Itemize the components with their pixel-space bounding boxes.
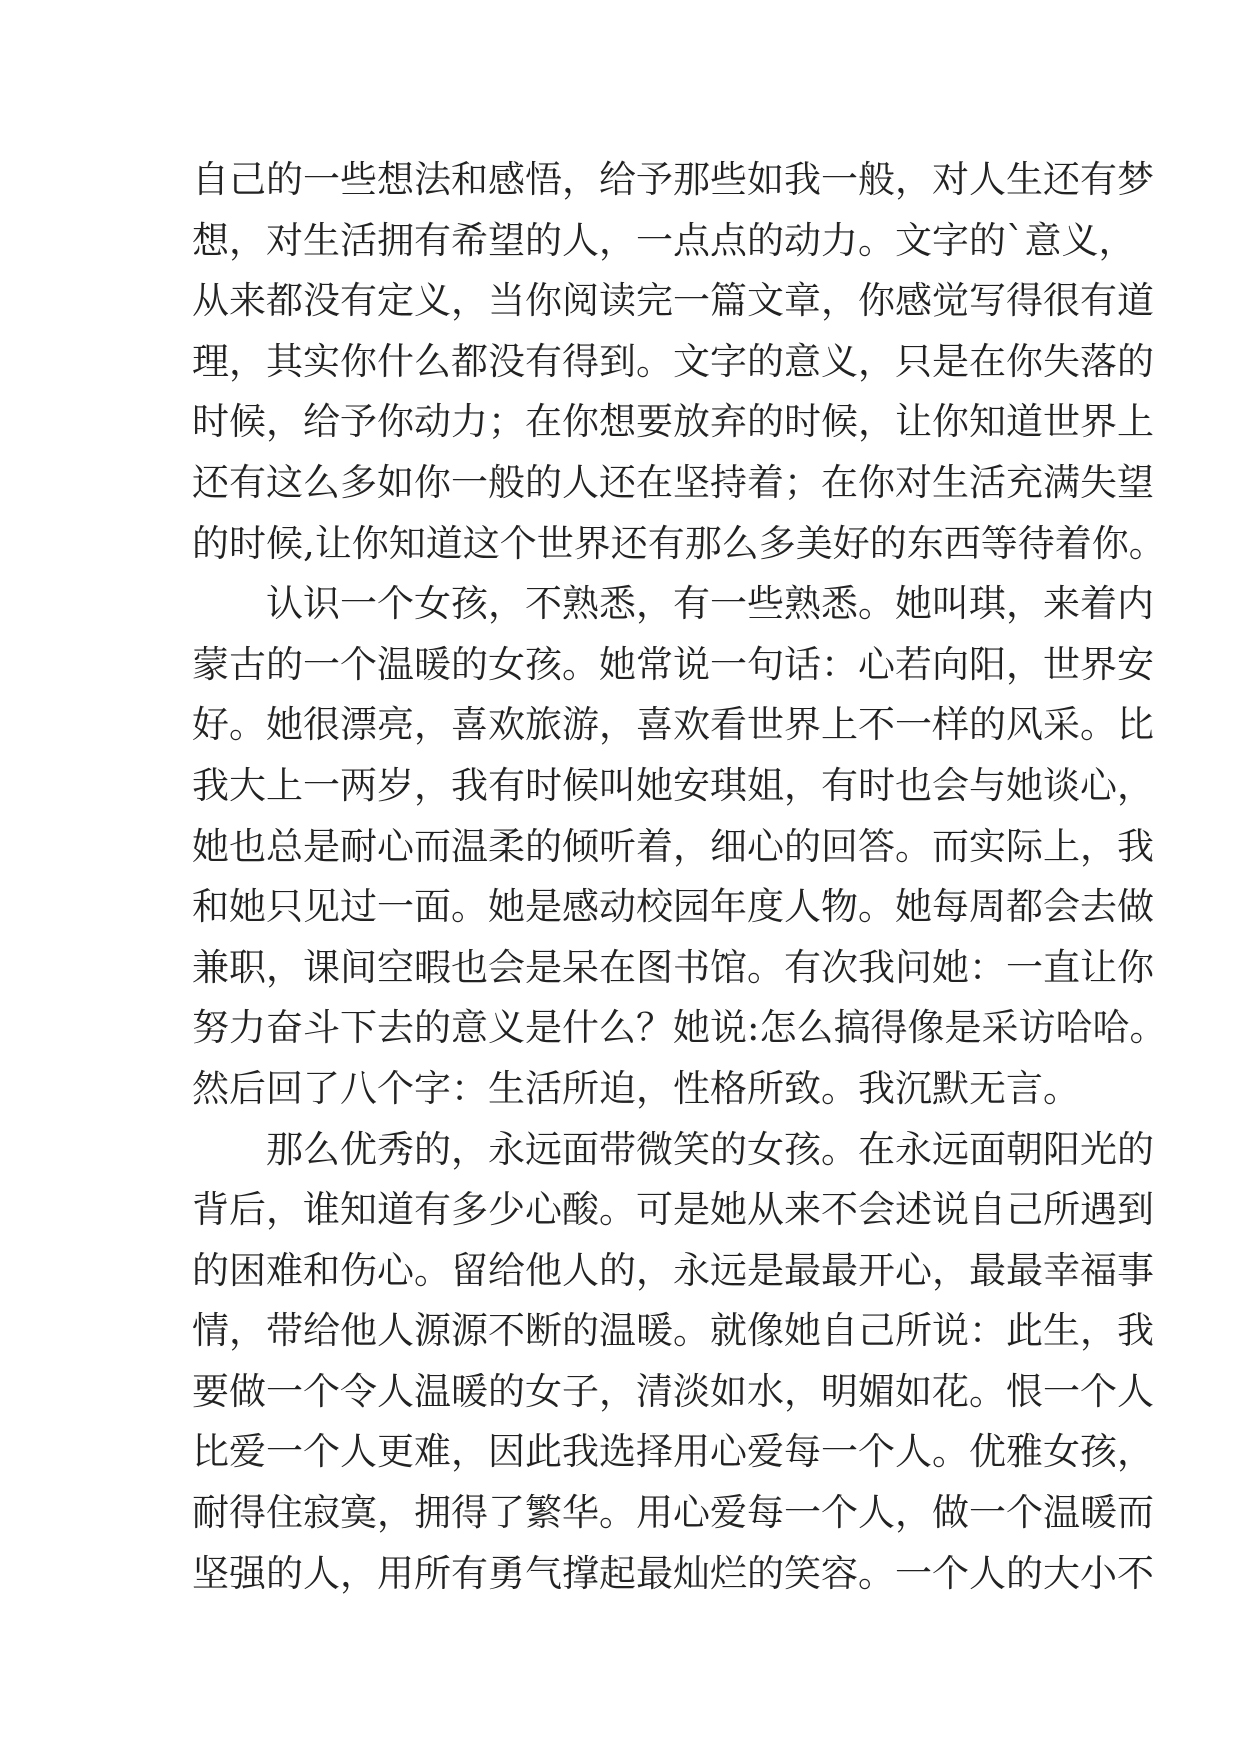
text-line: 情，带给他人源源不断的温暖。就像她自己所说：此生，我: [192, 1309, 1154, 1353]
body-text: [192, 150, 1167, 1604]
text-line: 她也总是耐心而温柔的倾听着，细心的回答。而实际上，我: [192, 824, 1154, 868]
text-line: 努力奋斗下去的意义是什么？她说:怎么搞得像是采访哈哈。: [192, 1006, 1167, 1050]
text-line: 蒙古的一个温暖的女孩。她常说一句话：心若向阳，世界安: [192, 642, 1154, 686]
text-line: 理，其实你什么都没有得到。文字的意义，只是在你失落的: [192, 339, 1154, 383]
text-line: 时候，给予你动力；在你想要放弃的时候，让你知道世界上: [192, 400, 1154, 444]
text-line: 坚强的人，用所有勇气撑起最灿烂的笑容。一个人的大小不: [192, 1551, 1154, 1595]
text-line: 耐得住寂寞，拥得了繁华。用心爱每一个人，做一个温暖而: [192, 1491, 1154, 1535]
text-line: 背后，谁知道有多少心酸。可是她从来不会述说自己所遇到: [192, 1188, 1154, 1232]
text-line: 还有这么多如你一般的人还在坚持着；在你对生活充满失望: [192, 460, 1154, 504]
text-line: 我大上一两岁，我有时候叫她安琪姐，有时也会与她谈心，: [192, 763, 1154, 807]
paragraph-first-line: 认识一个女孩，不熟悉，有一些熟悉。她叫琪，来着内: [266, 582, 1154, 626]
text-line: 比爱一个人更难，因此我选择用心爱每一个人。优雅女孩，: [192, 1430, 1154, 1474]
text-line: 要做一个令人温暖的女子，清淡如水，明媚如花。恨一个人: [192, 1369, 1154, 1413]
text-line: 从来都没有定义，当你阅读完一篇文章，你感觉写得很有道: [192, 279, 1154, 323]
paragraph-first-line: 那么优秀的，永远面带微笑的女孩。在永远面朝阳光的: [266, 1127, 1154, 1171]
text-line: 然后回了八个字：生活所迫，性格所致。我沉默无言。: [192, 1066, 1080, 1110]
text-line: 自己的一些想法和感悟，给予那些如我一般，对人生还有梦: [192, 158, 1154, 201]
text-line: 想，对生活拥有希望的人，一点点的动力。文字的`意义，: [192, 218, 1136, 262]
text-line: 的时候,让你知道这个世界还有那么多美好的东西等待着你。: [192, 521, 1166, 565]
text-line: 好。她很漂亮，喜欢旅游，喜欢看世界上不一样的风采。比: [192, 703, 1154, 747]
text-line: 兼职，课间空暇也会是呆在图书馆。有次我问她：一直让你: [192, 945, 1154, 989]
text-line: 和她只见过一面。她是感动校园年度人物。她每周都会去做: [192, 885, 1154, 929]
text-line: 的困难和伤心。留给他人的，永远是最最开心，最最幸福事: [192, 1248, 1154, 1292]
